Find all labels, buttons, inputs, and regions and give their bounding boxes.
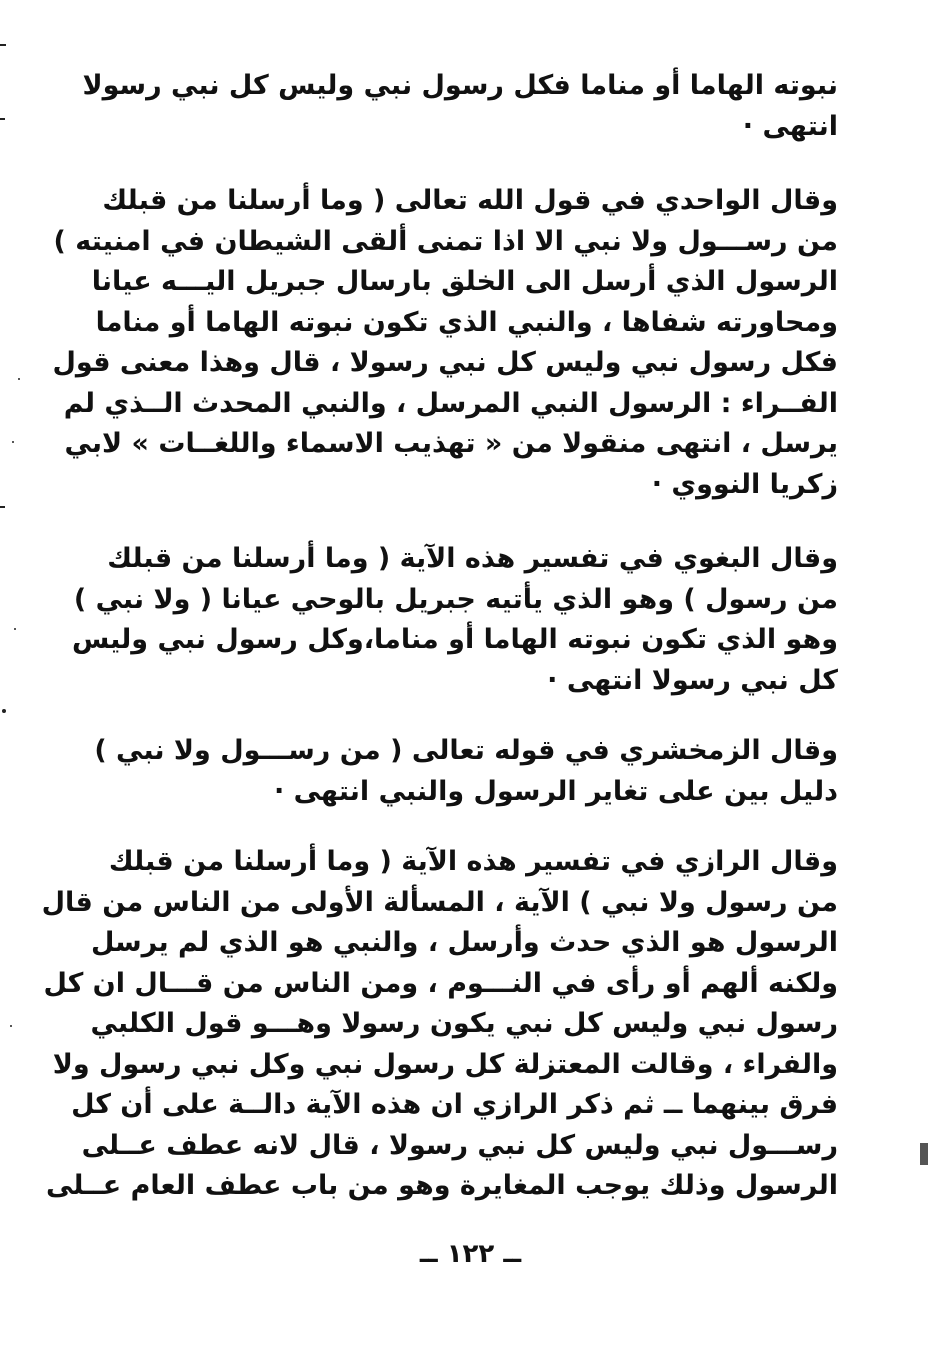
text-line: والفراء ، وقالت المعتزلة كل رسول نبي وكل نبي رسول ولا [52, 1048, 838, 1080]
paragraph-5 [41, 842, 838, 1207]
text-line: الرسول الذي أرسل الى الخلق بارسال جبريل اليـــه عيانا [91, 266, 838, 297]
text-line: الرسول وذلك يوجب المغايرة وهو من باب عطف العام عــلى [45, 1170, 838, 1201]
scan-edge-mark [920, 1143, 928, 1165]
text-line: وقال الزمخشري في قوله تعالى ( من رســـول ولا نبي ) [94, 735, 838, 766]
text-line: من رســـول ولا نبي الا اذا تمنى ألقى الشيطان في امنيته ) [53, 225, 838, 257]
text-line: ومحاورته شفاها ، والنبي الذي تكون نبوته الهاما أو مناما [95, 306, 838, 338]
text-line: فكل رسول نبي وليس كل نبي رسولا ، قال وهذا معنى قول [52, 347, 838, 378]
text-line: زكريا النووي · [651, 468, 838, 500]
paragraph-3 [71, 539, 838, 701]
text-line: دليل بين على تغاير الرسول والنبي انتهى · [273, 775, 838, 807]
text-line: رســـول نبي وليس كل نبي رسولا ، قال لانه عطف عــلى [81, 1129, 838, 1161]
text-line: وقال البغوي في تفسير هذه الآية ( وما أرسلنا من قبلك [107, 543, 838, 574]
scan-speck [2, 709, 6, 713]
scan-speck [14, 628, 16, 630]
paragraph-1 [82, 66, 838, 147]
text-line: ولكنه ألهم أو رأى في النـــوم ، ومن الناس من قـــال ان كل [43, 967, 838, 999]
scan-speck [12, 441, 14, 443]
text-line: الفــراء : الرسول النبي المرسل ، والنبي المحدث الــذي لم [63, 387, 838, 419]
scan-speck [10, 1025, 12, 1027]
text-line: وقال الواحدي في قول الله تعالى ( وما أرسلنا من قبلك [102, 185, 838, 216]
scan-speck [18, 378, 20, 380]
text-line: الرسول هو الذي حدث وأرسل ، والنبي هو الذي لم يرسل [91, 927, 838, 958]
text-line: وهو الذي تكون نبوته الهاما أو مناما،وكل رسول نبي وليس [71, 624, 838, 655]
text-line: كل نبي رسولا انتهى · [547, 664, 838, 696]
text-line: يرسل ، انتهى منقولا من « تهذيب الاسماء واللغــات » لابي [64, 428, 838, 459]
scan-edge-mark [0, 118, 5, 120]
text-line: من رسول ولا نبي ) الآية ، المسألة الأولى من الناس من قال [41, 886, 838, 918]
paragraph-4 [88, 731, 838, 812]
page-body [41, 66, 838, 1207]
text-line: من رسول ) وهو الذي يأتيه جبريل بالوحي عيانا ( ولا نبي ) [73, 583, 838, 615]
scan-edge-mark [0, 44, 6, 46]
page-number: ــ ١٢٢ ــ [419, 1239, 522, 1269]
scan-edge-mark [0, 506, 5, 508]
text-line: وقال الرازي في تفسير هذه الآية ( وما أرسلنا من قبلك [108, 846, 838, 877]
text-line: انتهى · [742, 110, 838, 142]
text-line: رسول نبي وليس كل نبي يكون رسولا وهـــو قول الكلبي [90, 1008, 838, 1039]
text-line: فرق بينهما ــ ثم ذكر الرازي ان هذه الآية دالــة على أن كل [71, 1089, 838, 1120]
text-line: نبوته الهاما أو مناما فكل رسول نبي وليس كل نبي رسولا [82, 70, 838, 101]
paragraph-2 [52, 181, 838, 505]
